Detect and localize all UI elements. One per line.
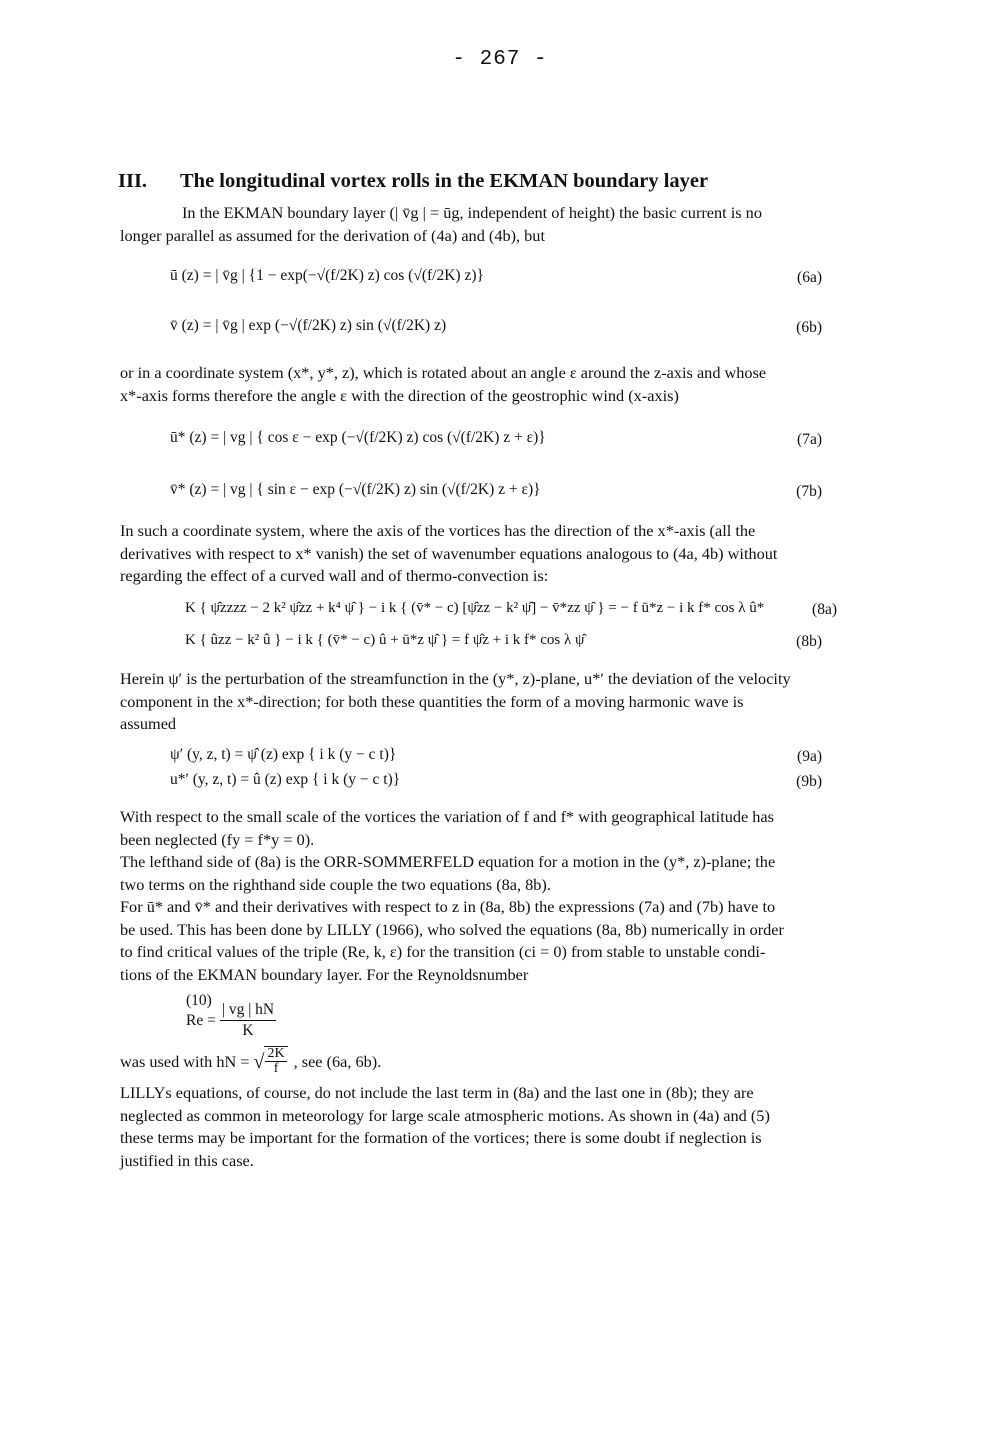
equation-body: v̄ (z) = | v̄g | exp (−√(f/2K) z) sin (√(f/2K) z): [170, 317, 447, 334]
intro-line: longer parallel as assumed for the derivation of (4a) and (4b), but: [120, 225, 545, 245]
paragraph-line: these terms may be important for the formation of the vortices; there is some doubt if neglection is: [120, 1128, 762, 1147]
equation-label: (7a): [797, 431, 822, 448]
equation-8a: [185, 594, 837, 630]
page-number: - 267 -: [452, 48, 548, 71]
equation-lhs: Re =: [186, 1011, 216, 1029]
equation-9b: [170, 766, 822, 802]
equation-label: (8a): [812, 601, 837, 618]
paragraph-line: The lefthand side of (8a) is the ORR-SOMMERFELD equation for a motion in the (y*, z)-plane; the: [120, 852, 776, 871]
section-heading: [118, 170, 708, 193]
paragraph-line: Herein ψ′ is the perturbation of the streamfunction in the (y*, z)-plane, u*′ the deviation of the velocity: [120, 669, 791, 688]
scale-paragraph: [120, 806, 822, 986]
paragraph-line: justified in this case.: [120, 1150, 254, 1170]
fraction-numerator: | vg | hN: [220, 1000, 276, 1021]
equation-6a: [170, 262, 822, 298]
equation-label: (7b): [796, 483, 822, 500]
lilly-paragraph: [120, 1082, 822, 1172]
paragraph-line: neglected as common in meteorology for large scale atmospheric motions. As shown in (4a) and (5): [120, 1105, 770, 1125]
equation-label: (6a): [797, 269, 822, 286]
equation-body: ψ′ (y, z, t) = ψ̂ (z) exp { i k (y − c t)}: [170, 746, 397, 763]
hn-prefix: was used with hN =: [120, 1051, 250, 1071]
equation-7a: [170, 424, 822, 460]
equation-body: u*′ (y, z, t) = û (z) exp { i k (y − c t)}: [170, 771, 401, 788]
equation-label: (8b): [796, 633, 822, 650]
fraction-denominator: f: [273, 1061, 279, 1076]
paragraph-line: derivatives with respect to x* vanish) the set of wavenumber equations analogous to (4a, 4b) without: [120, 543, 778, 563]
paragraph-line: x*-axis forms therefore the angle ε with the direction of the geostrophic wind (x-axis): [120, 385, 679, 405]
equation-body: [186, 1000, 277, 1041]
equation-8b: [185, 626, 822, 662]
paragraph-line: For ū* and v̄* and their derivatives with respect to z in (8a, 8b) the expressions (7a) and (7b) have to: [120, 897, 776, 916]
equation-body: K { ûzz − k² û } − i k { (v̄* − c) û + ū*z ψ̂ } = f ψ̂z + i k f* cos λ ψ̂: [185, 632, 585, 648]
herein-paragraph: [120, 668, 822, 736]
equation-label: (10): [186, 992, 212, 1009]
paragraph-line: to find critical values of the triple (Re, k, ε) for the transition (ci = 0) from stable to unstable condi-: [120, 942, 766, 961]
paragraph-line: With respect to the small scale of the vortices the variation of f and f* with geographical latitude has: [120, 807, 774, 826]
equation-body: v̄* (z) = | vg | { sin ε − exp (−√(f/2K) z) sin (√(f/2K) z + ε)}: [170, 481, 541, 498]
section-number: III.: [118, 170, 148, 192]
fraction-denominator: K: [242, 1022, 254, 1039]
equation-7b: [170, 476, 822, 512]
fraction-numerator: 2K: [267, 1046, 285, 1061]
radical-sign-icon: √: [253, 1050, 265, 1073]
radicand: [264, 1046, 287, 1076]
paragraph-line: component in the x*-direction; for both these quantities the form of a moving harmonic wave is: [120, 691, 744, 711]
intro-line: In the EKMAN boundary layer (| v̄g | = ūg, independent of height) the basic current is no: [182, 203, 762, 222]
paragraph-line: two terms on the righthand side couple the two equations (8a, 8b).: [120, 874, 551, 894]
rotated-system-paragraph: [120, 362, 822, 407]
paragraph-line: regarding the effect of a curved wall and of thermo-convection is:: [120, 566, 549, 585]
equation-label: (6b): [796, 319, 822, 336]
intro-paragraph: [120, 202, 822, 247]
equation-label: (9b): [796, 773, 822, 790]
sqrt-symbol: [253, 1048, 287, 1076]
paragraph-line: LILLYs equations, of course, do not include the last term in (8a) and the last one in (8b); they are: [120, 1083, 754, 1102]
hn-suffix: , see (6a, 6b).: [293, 1051, 382, 1071]
equation-body: K { ψ̂zzzz − 2 k² ψ̂zz + k⁴ ψ̂ } − i k { (v̄* − c) [ψ̂zz − k² ψ̂] − v̄*zz ψ̂ } = − f ū*z − i k f* cos λ û*: [185, 600, 765, 616]
paragraph-line: be used. This has been done by LILLY (1966), who solved the equations (8a, 8b) numerically in order: [120, 919, 784, 939]
paragraph-line: assumed: [120, 714, 177, 733]
equation-label: (9a): [797, 748, 822, 765]
paragraph-line: In such a coordinate system, where the axis of the vortices has the direction of the x*-axis (all the: [120, 521, 756, 540]
hn-fraction: [265, 1047, 286, 1076]
reynolds-fraction: [220, 1000, 276, 1041]
equation-body: ū (z) = | v̄g | {1 − exp(−√(f/2K) z) cos (√(f/2K) z)}: [170, 267, 484, 284]
hn-paragraph: [120, 1048, 822, 1076]
paragraph-line: been neglected (fy = f*y = 0).: [120, 829, 315, 849]
equation-6b: [170, 312, 822, 348]
paragraph-line: or in a coordinate system (x*, y*, z), which is rotated about an angle ε around the z-axis and whose: [120, 363, 767, 382]
paragraph-line: tions of the EKMAN boundary layer. For the Reynoldsnumber: [120, 964, 529, 984]
coordinate-paragraph: [120, 520, 822, 588]
equation-10: [186, 992, 822, 1040]
equation-body: ū* (z) = | vg | { cos ε − exp (−√(f/2K) z) cos (√(f/2K) z + ε)}: [170, 429, 546, 446]
section-title: The longitudinal vortex rolls in the EKMAN boundary layer: [180, 170, 709, 192]
